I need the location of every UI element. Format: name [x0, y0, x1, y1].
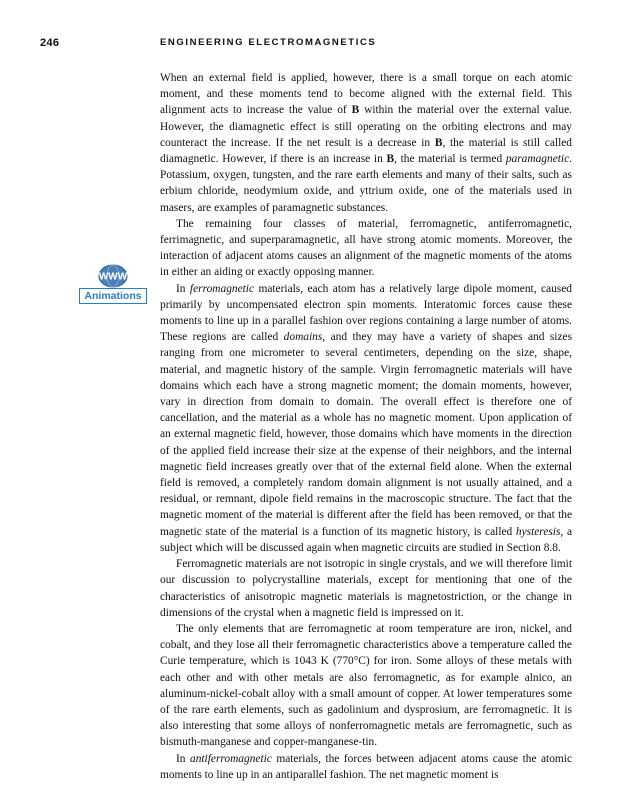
term-ferromagnetic: ferromagnetic [189, 282, 255, 295]
page-number: 246 [40, 37, 60, 49]
www-animations-badge[interactable] [79, 264, 147, 304]
paragraph: The remaining four classes of material, ferromagnetic, antiferromagnetic, ferrimagnetic, and superparamagnetic, all have strong atomic moments. Moreover, the interaction of adjacent atoms causes an alignment of the magnetic moments of the atoms in either an aiding or exactly opposing manner. [160, 217, 572, 279]
globe-icon [97, 264, 129, 288]
term-paramagnetic: paramagnetic [505, 153, 570, 166]
body-text [160, 70, 572, 783]
paragraph: The only elements that are ferromagnetic at room temperature are iron, nickel, and cobalt, and they lose all their ferromagnetic characteristics above a temperature called the Curie temperature, which is 1043 K (770°C) for iron. Some alloys of these metals with each other and with other metals are also ferromagnetic, as for example alnico, an aluminum-nickel-cobalt alloy with a small amount of copper. At lower temperatures some of the rare earth elements, such as gadolinium and dysprosium, are ferromagnetic. It is also interesting that some alloys of nonferromagnetic metals are ferromagnetic, such as bismuth-manganese and copper-manganese-tin. [160, 622, 572, 749]
page-header [0, 37, 627, 53]
term-domains: domains, [283, 331, 326, 344]
www-text: WWW [98, 271, 128, 283]
paragraph: When an external field is applied, however, there is a small torque on each atomic moment, and these moments tend to become aligned with the external field. This alignment acts to increase the value of B within the material over the external value. However, the diamagnetic effect is still operating on the orbiting electrons and may counteract the increase. If the net result is a decrease in B, the material is still called diamagnetic. However, if there is an increase in B, the material is termed paramagnetic. Potassium, oxygen, tungsten, and the rare earth elements and many of their salts, such as erbium chloride, neodymium oxide, and yttrium oxide, one of the materials used in masers, are examples of paramagnetic substances. [160, 72, 573, 214]
paragraph: In ferromagnetic materials, each atom has a relatively large dipole moment, caused primarily by uncompensated electron spin moments. Interatomic forces cause these moments to line up in a parallel fashion over regions containing a large number of atoms. These regions are called domains, and they may have a variety of shapes and sizes ranging from one micrometer to several centimeters, depending on the size, shape, material, and magnetic history of the sample. Virgin ferromagnetic materials will have domains which each have a strong magnetic moment; the domain moments, however, vary in direction from domain to domain. The overall effect is therefore one of cancellation, and the material as a whole has no magnetic moment. Upon application of an external magnetic field, however, those domains which have moments in the direction of the applied field increase their size at the expense of their neighbors, and the internal magnetic field increases greatly over that of the external field alone. When the external field is removed, a completely random domain alignment is not usually attained, and a residual, or remnant, dipole field remains in the macroscopic structure. The fact that the magnetic moment of the material is different after the field has been removed, or that the magnetic state of the material is a function of its magnetic history, is called hysteresis, a subject which will be discussed again when magnetic circuits are studied in Section 8.8. [160, 282, 573, 554]
running-head: ENGINEERING ELECTROMAGNETICS [160, 37, 377, 48]
paragraph: Ferromagnetic materials are not isotropic in single crystals, and we will therefore limit our discussion to polycrystalline materials, except for mentioning that one of the characteristics of anisotropic magnetic materials is magnetostriction, or the change in dimensions of the crystal when a magnetic field is impressed on it. [160, 558, 572, 619]
term-antiferromagnetic: antiferromagnetic [190, 752, 272, 765]
term-hysteresis: hysteresis, [515, 525, 564, 538]
animations-label[interactable]: Animations [79, 288, 147, 304]
paragraph: In antiferromagnetic materials, the forces between adjacent atoms cause the atomic moments to line up in an antiparallel fashion. The net magnetic moment is [160, 752, 572, 781]
